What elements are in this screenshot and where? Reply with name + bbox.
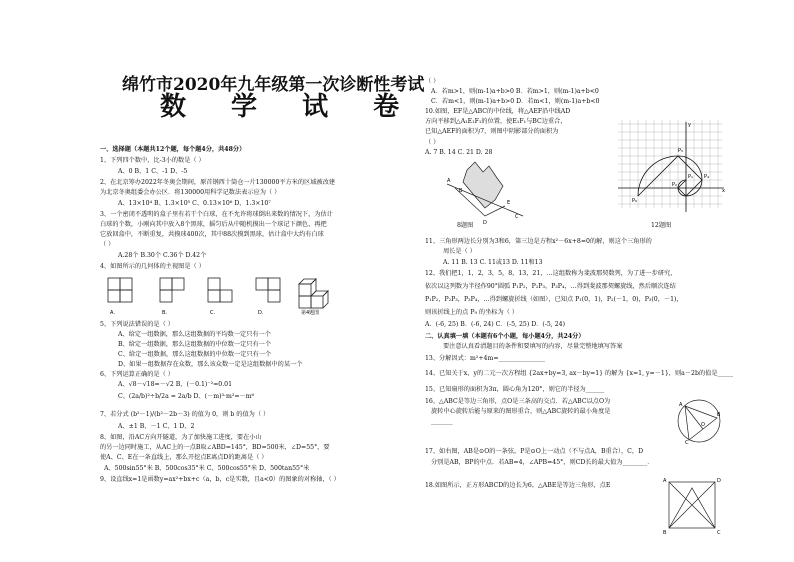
fig4-label-a: A. xyxy=(110,310,115,316)
fig4-label-c: C. xyxy=(210,310,216,316)
question-9-options-cd: C．若m<1，则(m-1)a+b>0 D．若m<1，则(m-1)a+b<0 xyxy=(431,98,600,105)
question-8-line1: 8、如图，沿AC方向开隧道，为了加快施工进度，要在小山 xyxy=(100,434,262,441)
question-12-line4: 则该折线上的点 P₉ 的坐标为（ ） xyxy=(425,309,518,316)
question-12-line2: 依次以这列数为半径作90°圆弧 P₁P₂，P₂P₃，P₃P₄，…得到斐波那契螺旋线，然后顺次连结 xyxy=(425,283,676,290)
question-11-line1: 11、三角形两边长分别为3和6，第三边是方程x²－6x+8=0的解，则这个三角形的 xyxy=(425,238,652,245)
question-10-paren: （ ） xyxy=(425,139,440,146)
svg-text:P₄: P₄ xyxy=(704,174,710,180)
svg-text:B: B xyxy=(717,412,721,418)
cube-views-figure xyxy=(104,274,344,318)
question-2-line2: 为北京冬奥组委会办公区．将130000用科学记数法表示应为（ ） xyxy=(100,189,281,196)
svg-text:y: y xyxy=(688,122,691,128)
svg-text:P₂: P₂ xyxy=(672,182,678,188)
question-3-line1: 3、一个密闭不透明的盒子里有若干个白球，在不允许将球倒出来数的情况下，为估计 xyxy=(100,211,333,218)
svg-text:D: D xyxy=(717,478,721,484)
circle-triangle-figure xyxy=(675,396,725,446)
svg-text:O: O xyxy=(701,422,705,428)
question-15: 15、已知扇形的面积为3π，圆心角为120°，则它的半径为______ xyxy=(425,386,605,393)
question-1-options: A、0 B、1 C、-1 D、-5 xyxy=(118,168,188,175)
question-11-line2: 周长是（ ） xyxy=(443,248,476,255)
question-8-line2: 的另一边同时施工，从AC上的一点B取∠ABD=145°，BD=500米，∠D=55°，要 xyxy=(100,444,330,451)
question-7-options: A、±1 B、－1 C、1 D、2 xyxy=(118,423,195,430)
fig3-caption: 8题图 xyxy=(457,222,474,229)
svg-text:A: A xyxy=(447,178,451,184)
fig12-caption: 12题图 xyxy=(651,222,672,229)
question-13: 13、分解因式：m²+4m=_______________ xyxy=(425,355,545,362)
question-3-line2: 白球的个数，小刚向其中放入8个黑球，摇匀后从中随机摸出一个球记下颜色，再把 xyxy=(100,221,327,228)
question-2-options: A、13×10⁴ B、1.3×10⁵ C、0.13×10⁶ D、1.3×10⁷ xyxy=(118,200,271,207)
question-14: 14、已知关于x，y的二元一次方程组 {2ax+by=3, ax－by=1} 的解为 {x=1, y=－1}，则a－2b的值是_____ xyxy=(425,370,733,377)
fig4-label-d: D. xyxy=(258,310,264,316)
question-6-options-ab: A、√8－√18=－√2 B、(－0.1)⁻²=0.01 xyxy=(118,381,233,388)
svg-text:A: A xyxy=(663,478,667,484)
question-5-option-b: B、给定一组数据，那么这组数据的中位数一定只有一个 xyxy=(118,341,272,348)
question-16-line3: _______ xyxy=(431,418,453,425)
question-12-line1: 12、我们把1，1，2，3，5，8，13，21，…这组数称为斐波那契数列，为了进一步研究， xyxy=(425,270,677,277)
question-10-line3: 已知△AEF的面积为7，则图中阴影部分的面积为 xyxy=(425,128,559,135)
question-4: 4、如图所示的几何体的主视图是（ ） xyxy=(100,263,205,270)
question-5-option-c: C、给定一组数据，那么这组数据的中位数一定只有一个 xyxy=(118,351,272,358)
question-5: 5、下列说法错误的是（ ） xyxy=(100,321,174,328)
question-17-line2: 分别是AB，BP的中点．若AB=4，∠APB=45°，则CD长的最大值为________． xyxy=(431,459,654,466)
question-1: 1、下列四个数中，比-3小的数是（ ） xyxy=(100,157,205,164)
svg-text:A: A xyxy=(679,402,683,408)
exam-subtitle: 数 学 试 卷 xyxy=(160,92,418,122)
question-12-line3: P₁P₂，P₂P₃，P₃P₄，…得到螺旋折线（如图），已知点 P₁(0，1)，P₂(－1，0)，P₃(0，－1)， xyxy=(425,296,683,303)
question-8-line3: 使A、C、E在一条直线上，那么开挖点E离点D的距离是（ ） xyxy=(100,454,268,461)
question-12-options: A．(-6, 25) B．(-6, 24) C．(-5, 25) D．(-5, 24) xyxy=(425,321,566,328)
svg-text:D: D xyxy=(483,220,487,226)
question-3-line4: （ ） xyxy=(100,241,115,248)
question-2-line1: 2、在北京筹办2022年冬奥会期间，原首钢西十筒仓一片130000平方米的区域被改建 xyxy=(100,179,336,186)
question-18: 18.如图所示，正方形ABCD的边长为6，△ABE是等边三角形，点E xyxy=(425,482,611,489)
svg-text:x: x xyxy=(722,188,725,194)
question-6: 6、下列运算正确的是（ ） xyxy=(100,371,174,378)
mountain-figure xyxy=(445,158,525,228)
question-17-line1: 17、如右图，AB是⊙O的一条弦，P是⊙O上一动点（不与点A，B重合），C，D xyxy=(425,448,644,455)
question-3-options: A.28个 B.30个 C.36个 D.42个 xyxy=(118,252,207,259)
question-9-options-ab: A．若m>1，则(m-1)a+b>0 B．若m>1，则(m-1)a+b<0 xyxy=(431,88,599,95)
question-5-option-a: A、给定一组数据，那么这组数据的平均数一定只有一个 xyxy=(118,331,271,338)
svg-text:B: B xyxy=(459,188,463,194)
svg-text:B: B xyxy=(663,530,667,536)
question-9: 9、设直线x=1是函数y=ax²+bx+c（a，b，c是实数，且a<0）的图象的对称轴，（ ） xyxy=(100,476,340,483)
question-6-options-cd: C、(2a/b)²÷b/2a = 2a/b D、(－m)³·m²=－m⁶ xyxy=(118,393,255,400)
question-16-line1: 16、△ABC是等边三角形，点O是三条高的交点．若△ABC以点O为 xyxy=(425,398,611,405)
svg-text:C: C xyxy=(685,440,689,446)
question-7: 7、若分式 (b²－1)/(b²－2b－3) 的值为 0，则 b 的值为（ ） xyxy=(100,411,270,418)
question-9-paren: （ ） xyxy=(425,78,440,85)
exam-title: 绵竹市2020年九年级第一次诊断性考试 xyxy=(122,75,425,95)
section-2-note: 要注意认真看清题目的条件和要填写的内容，尽量完整地填写答案 xyxy=(443,343,623,350)
svg-text:C: C xyxy=(717,530,721,536)
section-2-heading: 二、认真填一填（本题有6个小题，每小题4分，共24分） xyxy=(425,333,585,340)
question-3-line3: 它放回盒中，不断重复，共摸球400次，其中88次摸到黑球，估计盒中大约有白球 xyxy=(100,231,324,238)
svg-text:E: E xyxy=(507,200,511,206)
fig4-label-caption: 第4题图 xyxy=(301,310,320,316)
question-5-option-d: D、如果一组数据存在众数，那么该众数一定是这组数据中的某一个 xyxy=(118,361,303,368)
square-figure xyxy=(661,476,727,536)
svg-text:P₆: P₆ xyxy=(632,198,638,204)
section-1-heading: 一、选择题（本题共12个题，每个题4分，共48分） xyxy=(100,146,246,153)
question-16-line2: 旋转中心旋转后能与原来的图形重合，则△ABC旋转的最小角度是 xyxy=(431,408,611,415)
question-11-options: A. 11 B. 13 C. 11或13 D. 11和13 xyxy=(443,259,543,266)
question-10-line2: 方向平移到△A₁E₁F₁的位置，使E₁F₁与BC边重合， xyxy=(425,118,567,125)
question-8-options: A、500sin55°米 B、500cos35°米 C、500cos55°米 D、500tan55°米 xyxy=(104,465,310,472)
svg-text:C: C xyxy=(515,214,519,220)
question-10-options: A. 7 B. 14 C. 21 D. 28 xyxy=(425,149,493,156)
svg-text:P₅: P₅ xyxy=(678,148,684,154)
svg-text:P₁: P₁ xyxy=(688,174,694,180)
question-10-line1: 10.如图，EF是△ABC的中位线，将△AEF沿中线AD xyxy=(425,108,571,115)
fig4-label-b: B. xyxy=(162,310,168,316)
grid-spiral-figure xyxy=(618,120,728,220)
